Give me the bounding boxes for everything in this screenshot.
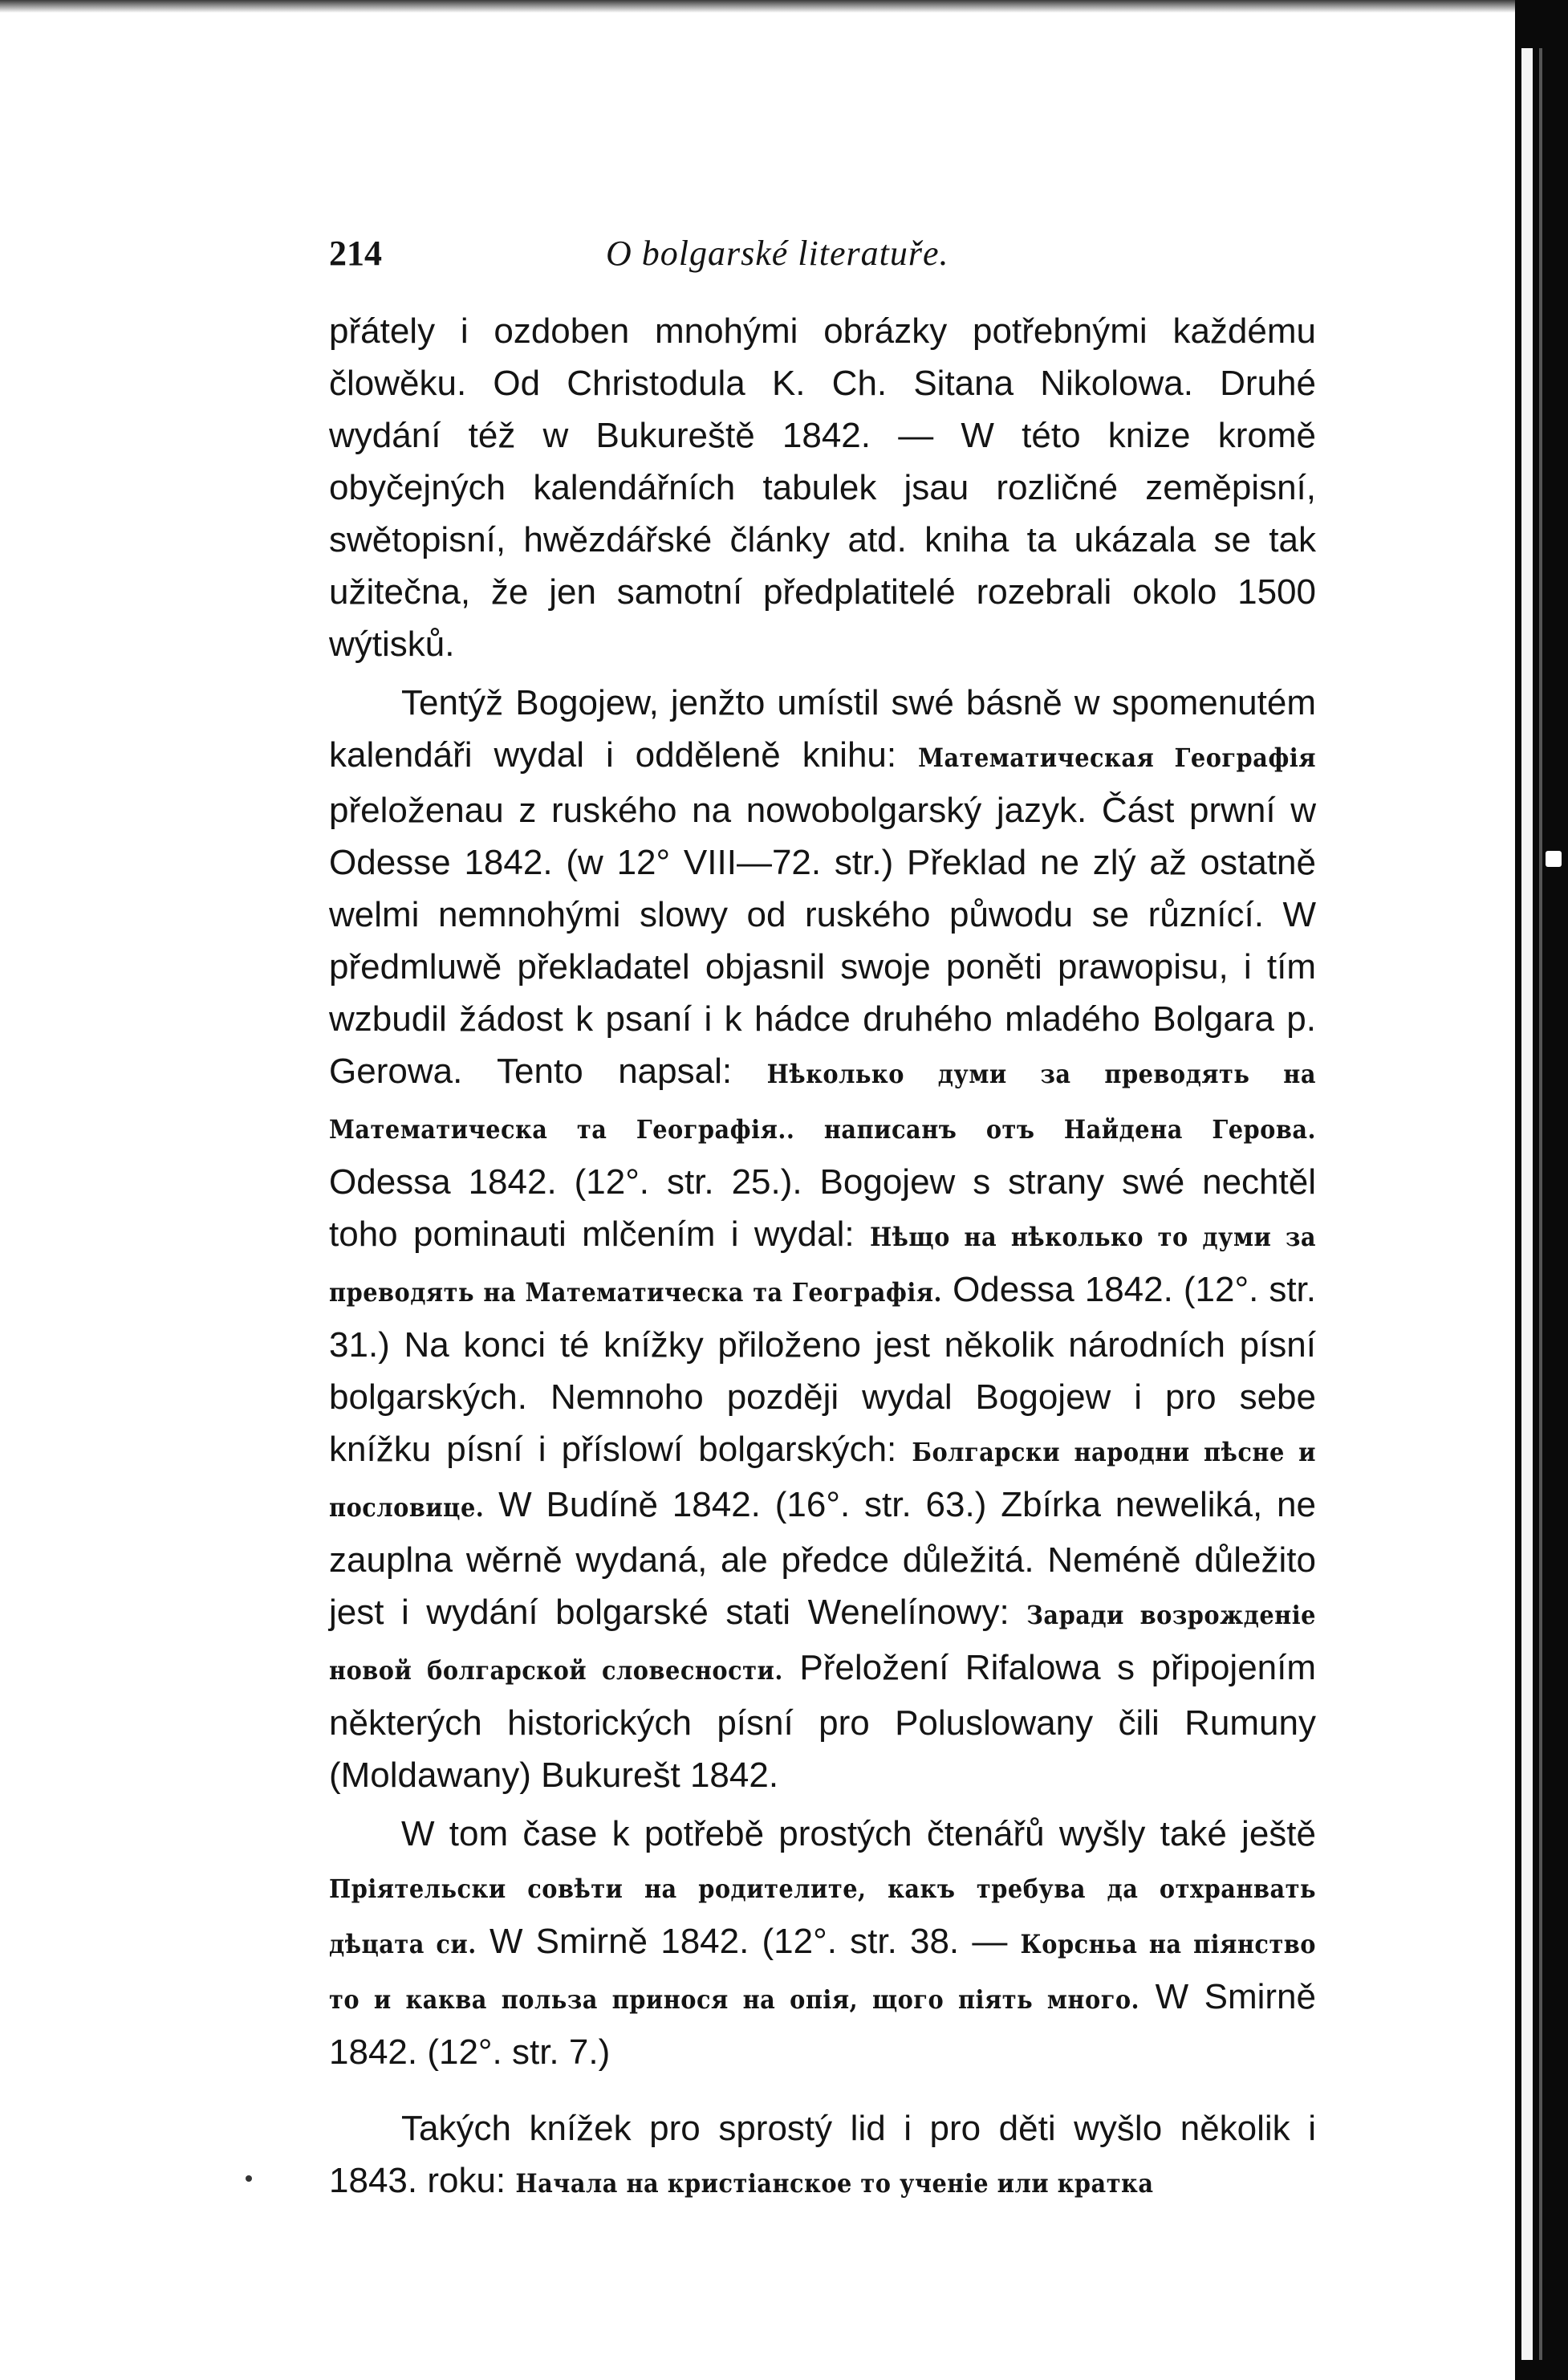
text-run: W Smirně 1842. (12°. str. 38. — xyxy=(476,1922,1021,1961)
cyrillic-title: Пріятельски совѣти на родителите, какъ требува да отхранвать дѣцата си. xyxy=(329,1873,1316,1959)
text-run: Přeložení Rifalowa s připojením některých historických písní pro Poluslowany čili Rumuny (Moldawany) Bukurešt 1842. xyxy=(329,1648,1317,1795)
page-number: 214 xyxy=(329,234,382,273)
cyrillic-title: Болгарски народни пѣсне и пословице. xyxy=(329,1437,1316,1523)
cyrillic-title: Математическая Географія xyxy=(918,742,1316,773)
text-run: Takých knížek pro sprostý lid i pro děti wyšlo několik i 1843. roku: xyxy=(329,2109,1316,2200)
running-title: O bolgarské literatuře. xyxy=(606,234,949,273)
text-run: Odessa 1842. (12°. str. 25.). Bogojew s strany swé nechtěl toho pominauti mlčením i wydal: xyxy=(329,1162,1316,1254)
text-run: přátely i ozdoben mnohými obrázky potřebnými každému člowěku. Od Christodula K. Ch. Sitana Nikolowa. Druhé wydání též w Bukureště 1842. — W této knize kromě obyčejných kalendářních tabulek jsau rozličné zeměpisní, swětopisní, hwězdářské články atd. kniha ta ukázala se tak užitečna, že jen samotní předplatitelé rozebrali okolo 1500 wýtisků. xyxy=(329,311,1316,664)
text-run: přeloženau z ruského na nowobolgarský jazyk. Část prwní w Odesse 1842. (w 12° VIII—72. str.) Překlad ne zlý až ostatně welmi nemnohými slowy od ruského půwodu se různící. W předmluwě překladatel objasnil swoje poněti prawopisu, i tím wzbudil žádost k psaní i k hádce druhého mladého Bolgara p. Gerowa. Tento napsal: xyxy=(329,791,1316,1091)
cyrillic-title: Заради возрожденіе новой болгарской словесности. xyxy=(329,1600,1316,1686)
paragraph-3 xyxy=(329,1808,1316,2078)
text-run: Odessa 1842. (12°. str. 31.) Na konci té knížky přiloženo jest několik národních písní bolgarských. Nemnoho později wydal Bogojew i pro sebe knížku písní i příslowí bolgarských: xyxy=(329,1270,1316,1469)
body-text xyxy=(329,305,1316,2210)
scan-edge-strip xyxy=(1521,48,1533,2360)
text-run: W Budíně 1842. (16°. str. 63.) Zbírka neweliká, ne zauplna wěrně wydaná, ale předce důležitá. Neméně důležito jest i wydání bolgarské stati Wenelínowy: xyxy=(329,1485,1316,1632)
cyrillic-title: Корсньа на піянство то и каква польза принося на опія, щого піять много. xyxy=(329,1929,1317,2015)
paragraph-4 xyxy=(329,2102,1316,2210)
text-run: W Smirně 1842. (12°. str. 7.) xyxy=(329,1977,1316,2072)
paragraph-2 xyxy=(329,677,1316,1801)
scan-edge-line xyxy=(1539,48,1542,2360)
text-run: Tentýž Bogojew, jenžto umístil swé básně w spomenutém kalendáři wydal i odděleně knihu: xyxy=(329,683,1316,775)
page-top-shadow xyxy=(0,0,1517,13)
cyrillic-title: Нѣщо на нѣколько то думи за преводять на Математическа та Географія. xyxy=(329,1222,1317,1308)
scan-edge-mark xyxy=(1546,851,1562,867)
paragraph-1 xyxy=(329,305,1316,670)
speck xyxy=(246,2175,252,2182)
text-run: W tom čase k potřebě prostých čtenářů wyšly také ještě xyxy=(401,1814,1316,1853)
cyrillic-title: Начала на кристіанское то ученіе или кратка xyxy=(515,2168,1154,2199)
running-head xyxy=(329,233,1316,281)
cyrillic-title: Нѣколько думи за преводять на Математическа та Географія.. написанъ отъ Найдена Герова. xyxy=(329,1059,1317,1145)
